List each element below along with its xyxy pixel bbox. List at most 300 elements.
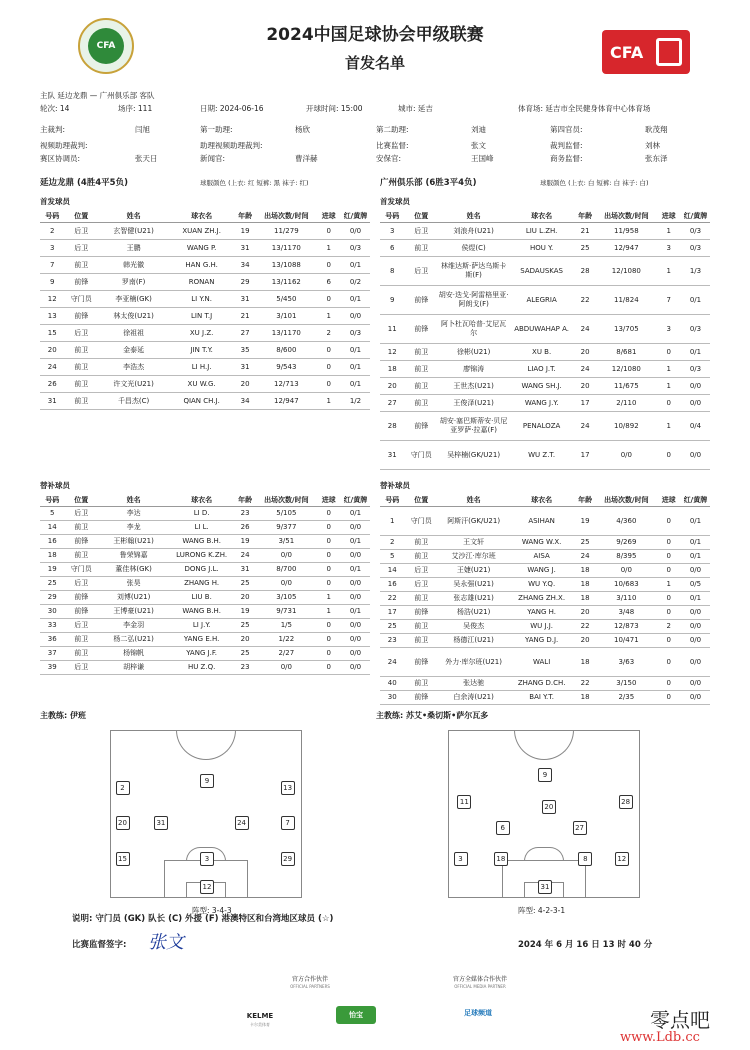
table-cell: 17 — [380, 606, 405, 620]
home-subs-title: 替补球员 — [40, 481, 70, 490]
table-cell: 3 — [380, 223, 405, 240]
table-cell: HOU Y. — [509, 240, 574, 257]
home-pitch — [110, 730, 302, 898]
away-formation: 阵型: 4-2-3-1 — [518, 906, 566, 915]
table-cell: 11/958 — [596, 223, 656, 240]
table-cell: 0/1 — [341, 376, 370, 393]
column-header: 号码 — [380, 210, 405, 223]
table-cell: 0 — [656, 606, 681, 620]
table-cell: 0/1 — [681, 550, 710, 564]
table-cell: LIU L.ZH. — [509, 223, 574, 240]
table-cell: 10/892 — [596, 412, 656, 441]
table-cell: 0/1 — [341, 291, 370, 308]
table-cell: LI J.Y. — [169, 619, 234, 633]
media-partners-subtitle: OFFICIAL MEDIA PARTNER — [454, 984, 506, 989]
table-cell: 0/1 — [341, 257, 370, 274]
table-cell: 杨二弘(U21) — [98, 633, 169, 647]
official-role: 助理视频助理裁判: — [200, 141, 263, 150]
official-role: 第二助理: — [376, 125, 409, 134]
table-row — [40, 577, 370, 591]
table-cell: 0/0 — [681, 606, 710, 620]
cestbon-logo: 怡宝 — [336, 1006, 376, 1024]
table-cell: 0/5 — [681, 578, 710, 592]
table-row — [380, 344, 710, 361]
home-team-name: 延边龙鼎 (4胜4平5负) — [40, 178, 128, 188]
official-name: 杨欣 — [295, 125, 310, 134]
table-cell: 前锋 — [405, 648, 438, 677]
table-cell: XU J.Z. — [169, 325, 234, 342]
table-cell: 20 — [380, 378, 405, 395]
table-row — [380, 620, 710, 634]
table-cell: 9/269 — [596, 536, 656, 550]
table-cell: 后卫 — [65, 619, 98, 633]
table-cell: 王彬翰(U21) — [98, 535, 169, 549]
table-cell: 18 — [574, 578, 596, 592]
table-cell: 前卫 — [65, 549, 98, 563]
table-cell: 1/22 — [256, 633, 316, 647]
table-cell: 前卫 — [405, 620, 438, 634]
away-kit-colors: 球服颜色 (上衣: 白 短裤: 白 袜子: 白) — [540, 179, 649, 187]
table-cell: 0/1 — [341, 359, 370, 376]
table-cell: RONAN — [169, 274, 234, 291]
page-title: 2024中国足球协会甲级联赛 — [266, 25, 484, 45]
table-cell: 0/3 — [681, 315, 710, 344]
table-cell: 张志雄(U21) — [438, 592, 509, 606]
table-cell: 前卫 — [405, 344, 438, 361]
table-cell: 前锋 — [65, 274, 98, 291]
table-cell: 0/0 — [681, 441, 710, 470]
table-cell: 0/3 — [681, 361, 710, 378]
column-header: 球衣名 — [169, 210, 234, 223]
player-shirt-icon: 20 — [116, 816, 130, 830]
table-cell: 26 — [40, 376, 65, 393]
table-cell: 0 — [316, 647, 341, 661]
table-cell: 前锋 — [405, 315, 438, 344]
official-role: 商务监督: — [550, 154, 583, 163]
table-cell: 艾沙江·库尔班 — [438, 550, 509, 564]
table-cell: 13/1170 — [256, 325, 316, 342]
column-header: 姓名 — [98, 210, 169, 223]
table-cell: 许文光(U21) — [98, 376, 169, 393]
table-cell: 20 — [574, 344, 596, 361]
table-cell: AISA — [509, 550, 574, 564]
table-cell: LI D. — [169, 507, 234, 521]
table-cell: 20 — [234, 633, 256, 647]
table-cell: 7 — [40, 257, 65, 274]
table-cell: 后卫 — [65, 507, 98, 521]
table-cell: 24 — [574, 315, 596, 344]
table-cell: 前卫 — [65, 257, 98, 274]
table-cell: 11/675 — [596, 378, 656, 395]
away-coach: 主教练: 苏艾•桑切斯•萨尔瓦多 — [376, 711, 489, 720]
official-name: 张东泽 — [645, 154, 668, 163]
table-cell: 25 — [574, 536, 596, 550]
home-coach: 主教练: 伊班 — [40, 711, 86, 720]
watermark-text: 零点吧 — [650, 1008, 710, 1032]
official-name: 耿茂翔 — [645, 125, 668, 134]
table-cell: 0/4 — [681, 412, 710, 441]
table-row — [40, 507, 370, 521]
table-cell: 前卫 — [65, 633, 98, 647]
player-shirt-icon: 15 — [116, 852, 130, 866]
table-cell: 后卫 — [405, 257, 438, 286]
table-cell: 5 — [380, 550, 405, 564]
player-shirt-icon: 31 — [154, 816, 168, 830]
table-cell: 白余涛(U21) — [438, 691, 509, 705]
player-shirt-icon: 9 — [538, 768, 552, 782]
table-cell: ASIHAN — [509, 507, 574, 536]
table-row — [380, 257, 710, 286]
table-row — [380, 648, 710, 677]
table-cell: XU B. — [509, 344, 574, 361]
official-name: 王国峰 — [471, 154, 494, 163]
table-cell: 前锋 — [405, 286, 438, 315]
table-cell: 30 — [380, 691, 405, 705]
table-cell: ZHANG H. — [169, 577, 234, 591]
table-cell: 9/543 — [256, 359, 316, 376]
table-cell: 王文轩 — [438, 536, 509, 550]
table-cell: ZHANG ZH.X. — [509, 592, 574, 606]
teams-line: 主队 延边龙鼎 — 广州俱乐部 客队 — [40, 91, 155, 100]
table-row — [380, 677, 710, 691]
away-subs-table — [380, 494, 710, 705]
column-header: 年龄 — [234, 494, 256, 507]
table-cell: 0 — [316, 521, 341, 535]
table-cell: 0/3 — [681, 223, 710, 240]
table-cell: 0 — [656, 677, 681, 691]
table-row — [40, 521, 370, 535]
official-role: 新闻官: — [200, 154, 226, 163]
table-row — [380, 286, 710, 315]
column-header: 号码 — [40, 210, 65, 223]
table-cell: 韩光徽 — [98, 257, 169, 274]
table-cell: 0/0 — [341, 619, 370, 633]
table-cell: 前卫 — [65, 342, 98, 359]
official-role: 比赛监督: — [376, 141, 409, 150]
table-cell: 20 — [234, 591, 256, 605]
table-cell: 0 — [316, 376, 341, 393]
table-cell: 0 — [656, 536, 681, 550]
table-cell: 0/0 — [341, 223, 370, 240]
table-cell: 3/110 — [596, 592, 656, 606]
table-cell: YANG E.H. — [169, 633, 234, 647]
table-cell: LIAO J.T. — [509, 361, 574, 378]
table-cell: 前卫 — [405, 378, 438, 395]
table-cell: 李浩杰 — [98, 359, 169, 376]
table-cell: 3/150 — [596, 677, 656, 691]
player-shirt-icon: 7 — [281, 816, 295, 830]
table-cell: 19 — [234, 223, 256, 240]
table-row — [40, 563, 370, 577]
table-row — [380, 606, 710, 620]
column-header: 位置 — [405, 494, 438, 507]
away-subs-title: 替补球员 — [380, 481, 410, 490]
table-cell: 25 — [234, 577, 256, 591]
column-header: 出场次数/时间 — [256, 210, 316, 223]
table-row — [40, 393, 370, 410]
column-header: 球衣名 — [509, 210, 574, 223]
table-cell: 廖锦涛 — [438, 361, 509, 378]
table-cell: 1 — [316, 605, 341, 619]
table-cell: 刘博(U21) — [98, 591, 169, 605]
partners-subtitle: OFFICIAL PARTNERS — [290, 984, 330, 989]
table-cell: WU Y.Q. — [509, 578, 574, 592]
table-cell: 2/27 — [256, 647, 316, 661]
table-cell: 35 — [234, 342, 256, 359]
table-cell: 29 — [234, 274, 256, 291]
table-row — [380, 223, 710, 240]
table-cell: 5/450 — [256, 291, 316, 308]
table-cell: 前锋 — [65, 605, 98, 619]
table-cell: 18 — [574, 564, 596, 578]
table-cell: 3 — [40, 240, 65, 257]
table-cell: 0 — [656, 634, 681, 648]
table-row — [380, 412, 710, 441]
player-shirt-icon: 20 — [542, 800, 556, 814]
table-cell: PENALOZA — [509, 412, 574, 441]
table-cell: WALI — [509, 648, 574, 677]
table-cell: WANG B.H. — [169, 605, 234, 619]
table-cell: 27 — [380, 395, 405, 412]
table-cell: 0/1 — [681, 592, 710, 606]
table-cell: 9/377 — [256, 521, 316, 535]
home-starters-title: 首发球员 — [40, 197, 70, 206]
table-cell: 前卫 — [65, 359, 98, 376]
table-cell: 1 — [380, 507, 405, 536]
table-cell: LI L. — [169, 521, 234, 535]
cfa-logo-icon: CFA — [602, 30, 690, 74]
table-cell: 21 — [234, 308, 256, 325]
player-shirt-icon: 12 — [615, 852, 629, 866]
table-cell: 2 — [40, 223, 65, 240]
table-cell: WU J.J. — [509, 620, 574, 634]
table-cell: 后卫 — [65, 240, 98, 257]
table-cell: 31 — [234, 240, 256, 257]
table-cell: 8/681 — [596, 344, 656, 361]
player-shirt-icon: 3 — [454, 852, 468, 866]
table-cell: 0/3 — [341, 240, 370, 257]
table-cell: 0 — [316, 549, 341, 563]
table-cell: 前锋 — [405, 412, 438, 441]
table-cell: 13/1170 — [256, 240, 316, 257]
table-cell: 王俊泽(U21) — [438, 395, 509, 412]
table-row — [40, 549, 370, 563]
table-cell: 24 — [574, 361, 596, 378]
table-cell: 12 — [40, 291, 65, 308]
home-subs-table — [40, 494, 370, 675]
official-name: 闫旭 — [135, 125, 150, 134]
table-row — [380, 550, 710, 564]
column-header: 球衣名 — [169, 494, 234, 507]
table-cell: 0/0 — [341, 577, 370, 591]
table-cell: 0 — [316, 257, 341, 274]
table-cell: LURONG K.ZH. — [169, 549, 234, 563]
player-shirt-icon: 27 — [573, 821, 587, 835]
table-row — [380, 240, 710, 257]
table-cell: 31 — [380, 441, 405, 470]
table-cell: 守门员 — [65, 563, 98, 577]
table-cell: 0 — [316, 507, 341, 521]
table-cell: 25 — [234, 647, 256, 661]
table-cell: 16 — [380, 578, 405, 592]
table-cell: HAN G.H. — [169, 257, 234, 274]
header — [0, 0, 750, 90]
column-header: 红/黄牌 — [341, 494, 370, 507]
table-cell: 34 — [234, 393, 256, 410]
table-cell: 前锋 — [405, 606, 438, 620]
table-cell: 22 — [574, 620, 596, 634]
column-header: 进球 — [656, 494, 681, 507]
table-cell: 守门员 — [65, 291, 98, 308]
table-cell: 14 — [40, 521, 65, 535]
table-cell: 罗南(F) — [98, 274, 169, 291]
table-cell: 13/1088 — [256, 257, 316, 274]
table-cell: XUAN ZH.J. — [169, 223, 234, 240]
table-cell: 0 — [656, 395, 681, 412]
table-cell: 0/1 — [681, 286, 710, 315]
table-cell: 3 — [656, 315, 681, 344]
table-cell: 0 — [316, 577, 341, 591]
table-cell: 1/3 — [681, 257, 710, 286]
official-role: 赛区协调员: — [40, 154, 81, 163]
table-cell: 李龙 — [98, 521, 169, 535]
table-cell: 前锋 — [405, 691, 438, 705]
table-cell: YANG J.F. — [169, 647, 234, 661]
football-channel-logo: 足球频道 — [464, 1009, 492, 1017]
table-cell: DONG J.L. — [169, 563, 234, 577]
table-cell: 37 — [40, 647, 65, 661]
table-cell: 28 — [380, 412, 405, 441]
table-cell: ABDUWAHAP A. — [509, 315, 574, 344]
table-cell: 15 — [40, 325, 65, 342]
table-cell: 吴俊杰 — [438, 620, 509, 634]
table-cell: 张达驰 — [438, 677, 509, 691]
table-cell: 前锋 — [65, 591, 98, 605]
player-shirt-icon: 31 — [538, 880, 552, 894]
table-cell: 1/2 — [341, 393, 370, 410]
table-cell: 李金羽 — [98, 619, 169, 633]
table-cell: 12/1080 — [596, 361, 656, 378]
table-cell: 后卫 — [65, 325, 98, 342]
table-cell: QIAN CH.J. — [169, 393, 234, 410]
table-cell: 阿卜杜瓦哈普·艾尼瓦尔 — [438, 315, 509, 344]
table-cell: 2/35 — [596, 691, 656, 705]
table-cell: 前卫 — [405, 240, 438, 257]
table-cell: 12/873 — [596, 620, 656, 634]
table-row — [40, 647, 370, 661]
table-cell: 1 — [316, 308, 341, 325]
table-cell: 26 — [234, 521, 256, 535]
table-cell: 21 — [574, 223, 596, 240]
table-cell: 前卫 — [405, 550, 438, 564]
table-cell: 40 — [380, 677, 405, 691]
table-cell: LIN T.J — [169, 308, 234, 325]
official-name: 刘林 — [645, 141, 660, 150]
table-cell: 王婕(U21) — [438, 564, 509, 578]
table-cell: 0/0 — [341, 661, 370, 675]
table-cell: BAI Y.T. — [509, 691, 574, 705]
table-cell: 31 — [234, 359, 256, 376]
round: 轮次: 14 — [40, 104, 70, 113]
table-cell: 0/1 — [341, 535, 370, 549]
table-cell: 11/279 — [256, 223, 316, 240]
table-cell: 后卫 — [65, 661, 98, 675]
table-cell: 0/3 — [341, 325, 370, 342]
table-cell: 3 — [656, 240, 681, 257]
table-row — [40, 274, 370, 291]
table-cell: 前卫 — [405, 677, 438, 691]
table-cell: 0 — [316, 619, 341, 633]
table-cell: 25 — [380, 620, 405, 634]
table-cell: 0/0 — [341, 549, 370, 563]
table-cell: 前锋 — [65, 308, 98, 325]
table-cell: 0 — [316, 223, 341, 240]
table-cell: 22 — [380, 592, 405, 606]
table-cell: 9 — [380, 286, 405, 315]
match-number: 场序: 111 — [118, 104, 153, 113]
table-cell: 8 — [380, 257, 405, 286]
table-cell: 0 — [656, 592, 681, 606]
table-row — [40, 359, 370, 376]
home-kit-colors: 球服颜色 (上衣: 红 短裤: 黑 袜子: 红) — [200, 179, 309, 187]
table-cell: 0/0 — [341, 521, 370, 535]
table-cell: 吴梓楠(GK/U21) — [438, 441, 509, 470]
city: 城市: 延吉 — [398, 104, 433, 113]
table-cell: 杨浩(U21) — [438, 606, 509, 620]
column-header: 红/黄牌 — [341, 210, 370, 223]
table-cell: 刘浪舟(U21) — [438, 223, 509, 240]
table-cell: 0/2 — [341, 274, 370, 291]
table-cell: 0/1 — [341, 507, 370, 521]
column-header: 姓名 — [438, 494, 509, 507]
table-cell: 阿斯汗(GK/U21) — [438, 507, 509, 536]
table-row — [380, 564, 710, 578]
player-shirt-icon: 18 — [494, 852, 508, 866]
table-cell: 0 — [656, 691, 681, 705]
table-cell: 0/0 — [681, 648, 710, 677]
table-cell: 31 — [234, 563, 256, 577]
table-cell: 23 — [380, 634, 405, 648]
table-cell: 4/360 — [596, 507, 656, 536]
table-cell: 3/48 — [596, 606, 656, 620]
table-cell: 0/0 — [681, 620, 710, 634]
table-cell: 0/0 — [341, 633, 370, 647]
table-row — [380, 395, 710, 412]
column-header: 年龄 — [234, 210, 256, 223]
match-date: 日期: 2024-06-16 — [200, 104, 264, 113]
player-shirt-icon: 9 — [200, 774, 214, 788]
table-cell: 31 — [234, 291, 256, 308]
table-row — [40, 633, 370, 647]
table-cell: 后卫 — [65, 577, 98, 591]
table-cell: 6 — [316, 274, 341, 291]
table-cell: 9/731 — [256, 605, 316, 619]
partners-title: 官方合作伙伴 — [291, 976, 328, 983]
table-cell: 李亚楠(GK) — [98, 291, 169, 308]
table-cell: 20 — [574, 634, 596, 648]
table-cell: 3/51 — [256, 535, 316, 549]
official-role: 视频助理裁判: — [40, 141, 88, 150]
player-shirt-icon: 12 — [200, 880, 214, 894]
table-cell: 13/705 — [596, 315, 656, 344]
official-role: 第四官员: — [550, 125, 583, 134]
table-cell: 前卫 — [405, 536, 438, 550]
table-row — [380, 592, 710, 606]
table-cell: JIN T.Y. — [169, 342, 234, 359]
table-cell: YANG H. — [509, 606, 574, 620]
table-cell: LI Y.N. — [169, 291, 234, 308]
table-cell: 侯煜(C) — [438, 240, 509, 257]
